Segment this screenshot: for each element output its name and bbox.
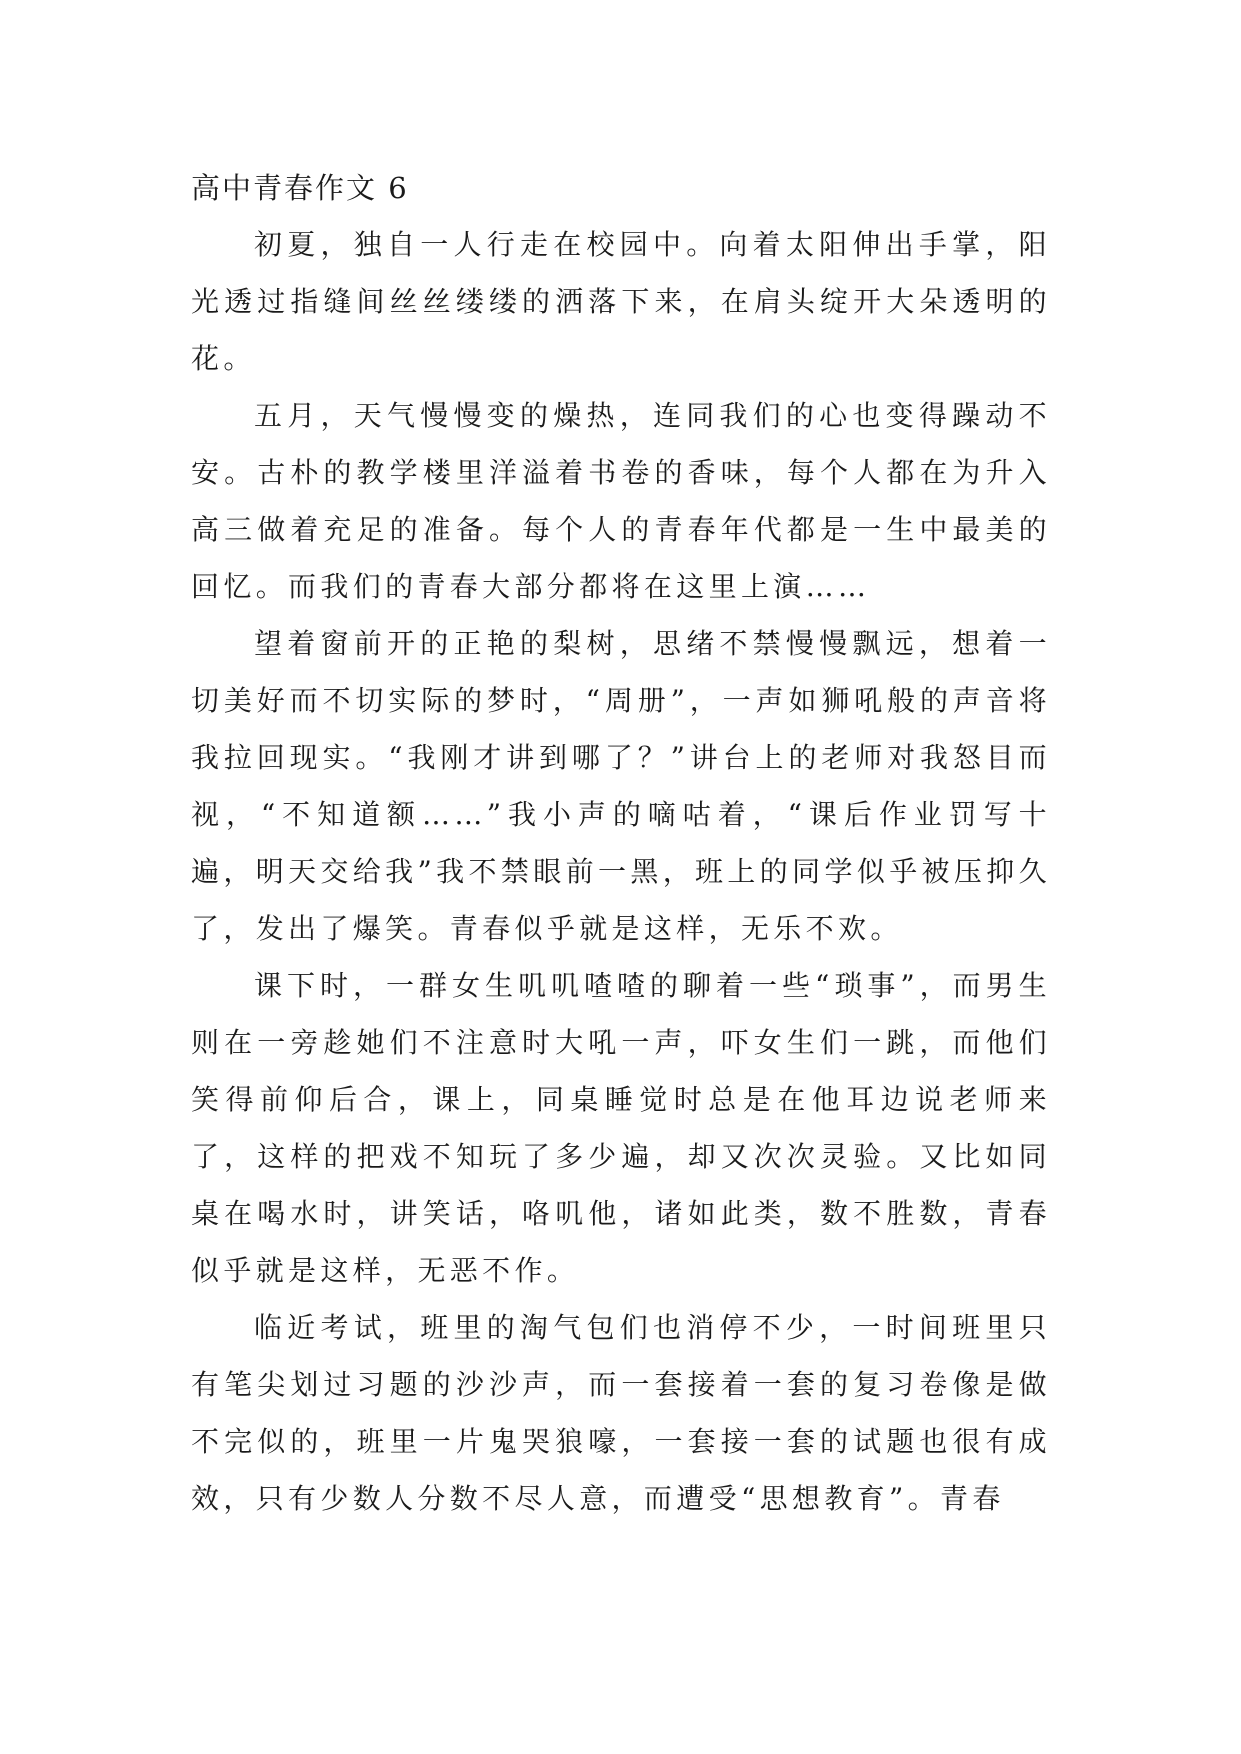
document-title: 高中青春作文 6 — [191, 171, 409, 205]
paragraph-2: 五月，天气慢慢变的燥热，连同我们的心也变得躁动不安。古朴的教学楼里洋溢着书卷的香味，每个人都在为升入高三做着充足的准备。每个人的青春年代都是一生中最美的回忆。而我们的青春大部分都将在这里上演…… — [191, 399, 1051, 603]
paragraph-5: 临近考试，班里的淘气包们也消停不少，一时间班里只有笔尖划过习题的沙沙声，而一套接着一套的复习卷像是做不完似的，班里一片鬼哭狼嚎，一套接一套的试题也很有成效，只有少数人分数不尽人意，而遭受“思想教育”。青春 — [191, 1311, 1051, 1515]
document-body — [191, 160, 1051, 1527]
paragraph-3: 望着窗前开的正艳的梨树，思绪不禁慢慢飘远，想着一切美好而不切实际的梦时，“周册”，一声如狮吼般的声音将我拉回现实。“我刚才讲到哪了？”讲台上的老师对我怒目而视，“不知道额……”我小声的嘀咕着，“课后作业罚写十遍，明天交给我”我不禁眼前一黑，班上的同学似乎被压抑久了，发出了爆笑。青春似乎就是这样，无乐不欢。 — [191, 627, 1051, 945]
paragraph-1: 初夏，独自一人行走在校园中。向着太阳伸出手掌，阳光透过指缝间丝丝缕缕的洒落下来，在肩头绽开大朵透明的花。 — [191, 228, 1051, 375]
paragraph-4: 课下时，一群女生叽叽喳喳的聊着一些“琐事”，而男生则在一旁趁她们不注意时大吼一声，吓女生们一跳，而他们笑得前仰后合，课上，同桌睡觉时总是在他耳边说老师来了，这样的把戏不知玩了多少遍，却又次次灵验。又比如同桌在喝水时，讲笑话，咯叽他，诸如此类，数不胜数，青春似乎就是这样，无恶不作。 — [191, 969, 1051, 1287]
